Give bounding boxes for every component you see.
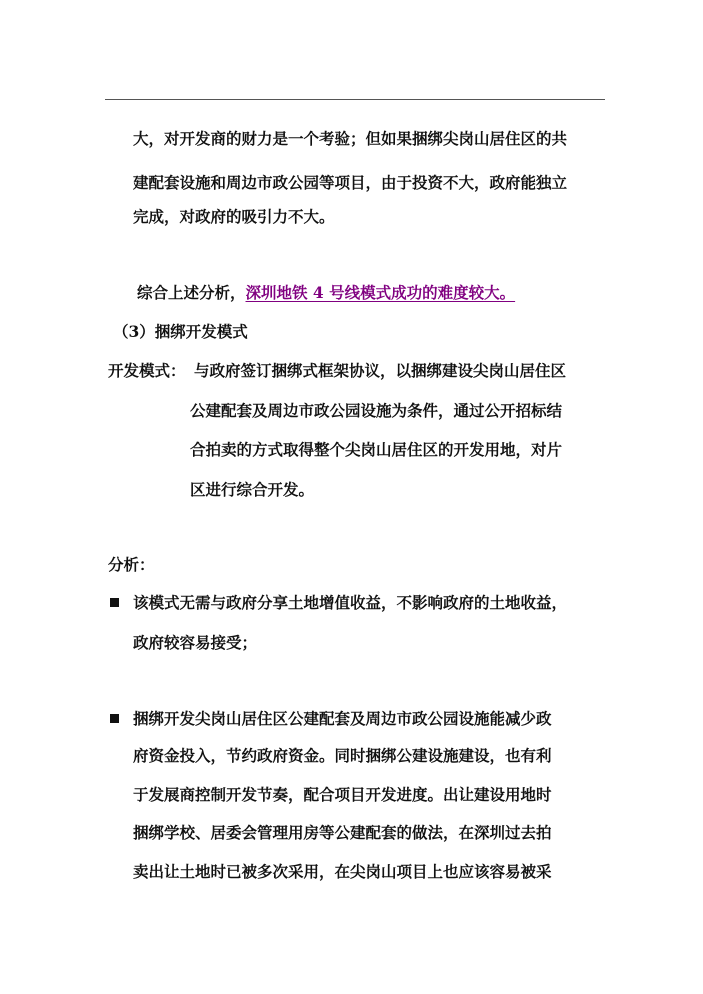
paragraph-line: 建配套设施和周边市政公园等项目，由于投资不大，政府能独立 (133, 173, 568, 192)
conclusion-highlight: 深圳地铁 4 号线模式成功的难度较大。 (245, 283, 516, 302)
header-rule (105, 99, 605, 100)
mode-line: 区进行综合开发。 (190, 480, 315, 499)
square-bullet-icon (110, 598, 119, 607)
conclusion-prefix: 综合上述分析， (137, 283, 246, 302)
mode-line: 合拍卖的方式取得整个尖岗山居住区的开发用地，对片 (190, 440, 563, 459)
mode-label: 开发模式： (108, 361, 186, 380)
bullet-line: 府资金投入，节约政府资金。同时捆绑公建设施建设，也有利 (133, 746, 552, 765)
section-heading: （3）捆绑开发模式 (113, 322, 248, 341)
square-bullet-icon (110, 714, 119, 723)
paragraph-line: 完成，对政府的吸引力不大。 (133, 207, 335, 226)
analysis-label: 分析： (108, 555, 155, 574)
conclusion-line (137, 283, 515, 303)
mode-line: 公建配套及周边市政公园设施为条件，通过公开招标结 (190, 401, 563, 420)
bullet-line: 于发展商控制开发节奏，配合项目开发进度。出让建设用地时 (133, 785, 552, 804)
paragraph-line: 大，对开发商的财力是一个考验；但如果捆绑尖岗山居住区的共 (133, 129, 568, 148)
bullet-line: 该模式无需与政府分享土地增值收益，不影响政府的土地收益， (133, 593, 568, 612)
bullet-line: 卖出让土地时已被多次采用，在尖岗山项目上也应该容易被采 (133, 862, 552, 881)
bullet-line: 捆绑学校、居委会管理用房等公建配套的做法，在深圳过去拍 (133, 823, 552, 842)
bullet-line: 政府较容易接受； (133, 633, 258, 652)
mode-line: 与政府签订捆绑式框架协议，以捆绑建设尖岗山居住区 (194, 361, 567, 380)
bullet-line: 捆绑开发尖岗山居住区公建配套及周边市政公园设施能减少政 (133, 709, 552, 728)
